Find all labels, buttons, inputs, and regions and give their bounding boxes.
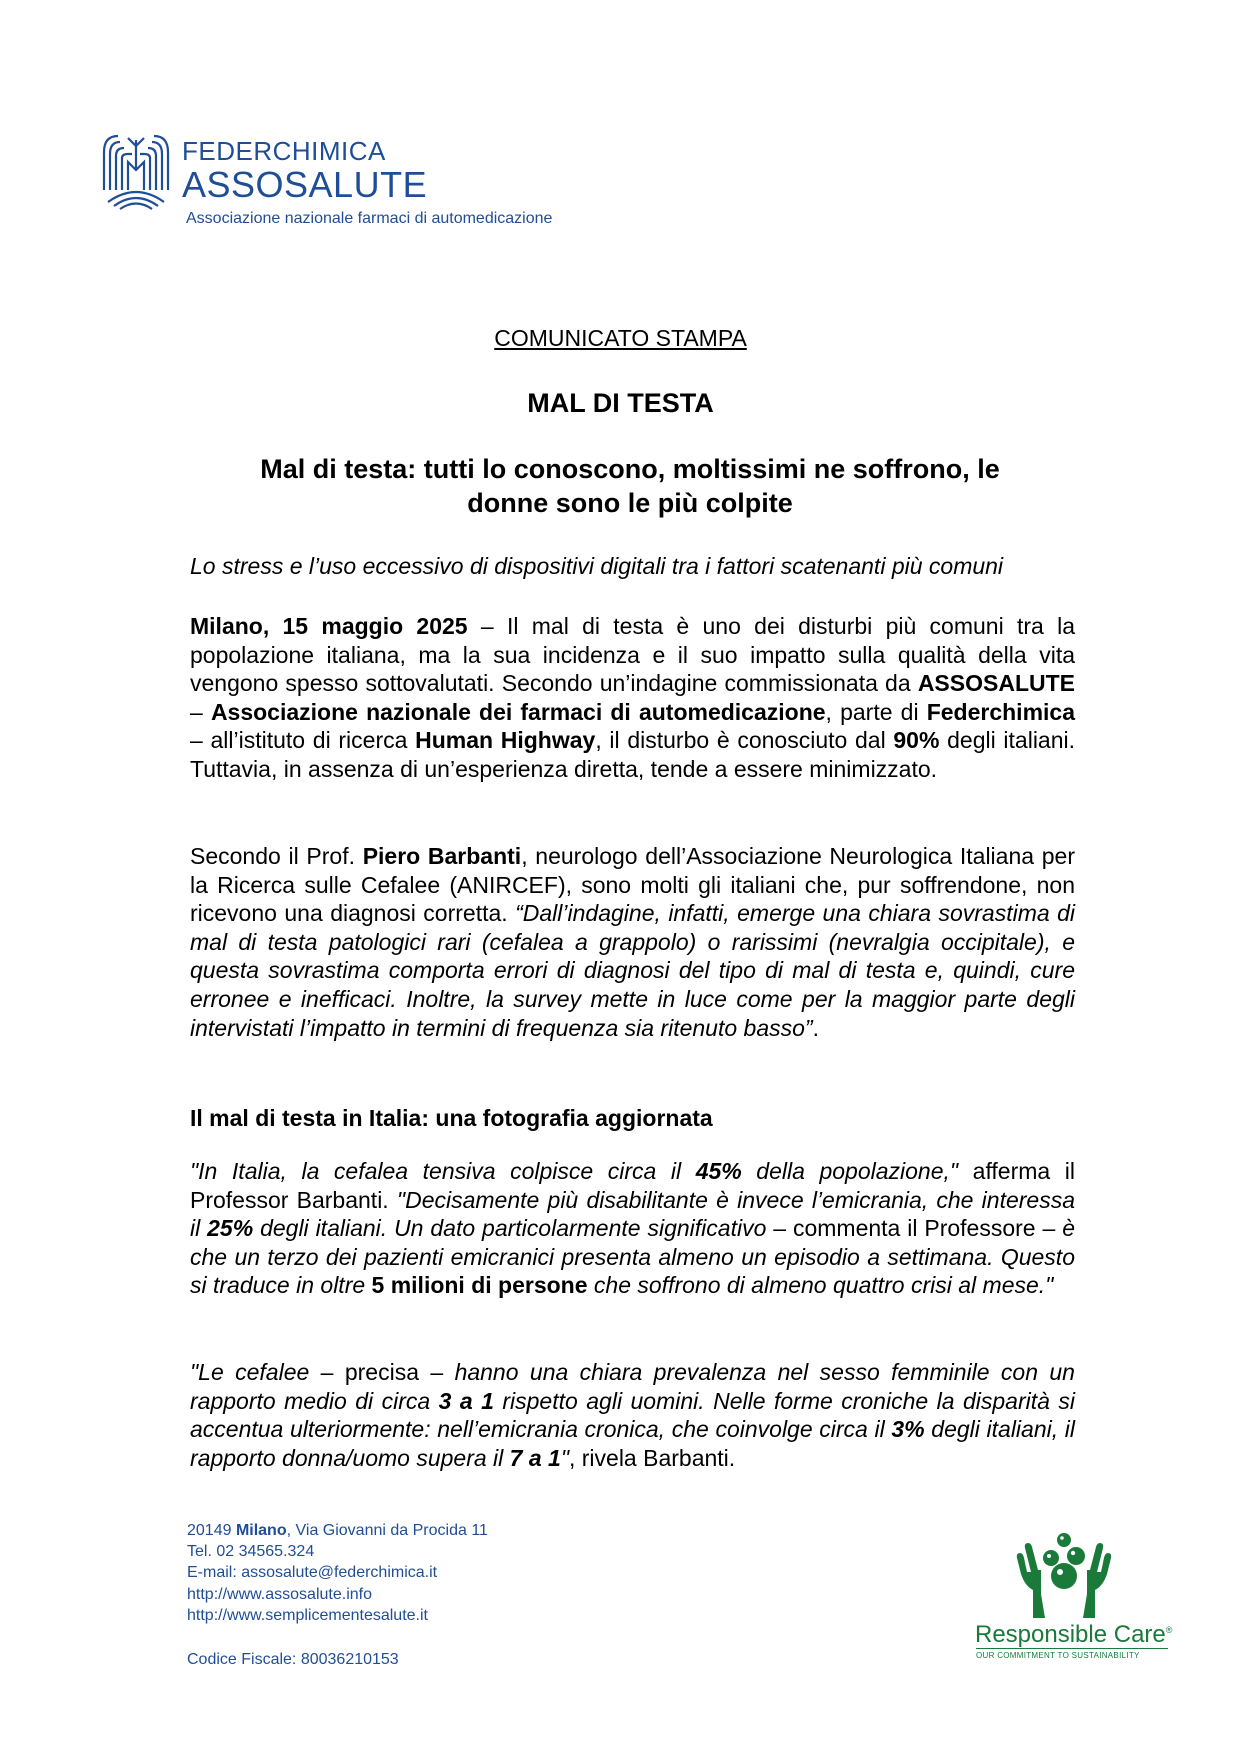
responsible-care-logo — [975, 1528, 1175, 1678]
footer-contact — [187, 1520, 488, 1670]
footer-web-link-1[interactable]: http://www.assosalute.info — [187, 1585, 372, 1603]
logo-assosalute: ASSOSALUTE — [182, 164, 428, 205]
quote-run: hanno una chiara prevalenza nel sesso femminile con un rapporto medio di circa — [190, 1359, 1075, 1414]
quote-run: "Le cefalee — [190, 1359, 310, 1385]
subtitle-line-2: donne sono le più colpite — [467, 488, 793, 518]
text-run: , parte di — [825, 698, 927, 725]
bold-quote-run: 45% — [695, 1158, 742, 1184]
quote-run: " — [560, 1444, 569, 1471]
text-run: afferma il Professor Barbanti. — [190, 1158, 1075, 1213]
quote-run: degli italiani. Un dato particolarmente significativo — [253, 1215, 767, 1242]
text-run: – — [190, 698, 211, 725]
footer-tel: Tel. 02 34565.324 — [187, 1543, 315, 1561]
responsible-care-name — [975, 1621, 1172, 1649]
text-run: , il disturbo è conosciuto dal — [595, 727, 894, 754]
document-title: MAL DI TESTA — [527, 388, 714, 418]
footer-email[interactable]: E-mail: assosalute@federchimica.it — [187, 1564, 438, 1582]
paragraph-2 — [190, 842, 1075, 1042]
dateline: Milano, 15 maggio 2025 — [190, 613, 468, 639]
section-heading: Il mal di testa in Italia: una fotografia aggiornata — [190, 1105, 713, 1131]
text-run: Secondo il Prof. — [190, 843, 363, 869]
rc-registered-mark: ® — [1165, 1625, 1173, 1635]
quote-run: che soffrono di almeno quattro crisi al mese." — [587, 1272, 1054, 1299]
bold-run: Associazione nazionale dei farmaci di automedicazione — [210, 698, 826, 725]
rc-name-text: Responsible Care — [975, 1621, 1166, 1648]
logo-tagline: Associazione nazionale farmaci di automedicazione — [186, 210, 553, 227]
bold-run: 90% — [893, 727, 940, 754]
bold-quote-run: 25% — [207, 1215, 254, 1242]
text-run: – Il mal di testa è uno dei disturbi più comuni tra la popolazione italiana, ma la sua incidenza e il suo impatto sulla qualità della vita vengono spesso sottovalutati. Secondo un’indagine commissionata da — [190, 613, 1075, 697]
bold-run: Human Highway — [415, 727, 596, 754]
text-run: – precisa – — [309, 1359, 455, 1385]
text-run: , rivela Barbanti. — [568, 1444, 736, 1471]
bold-quote-run: 3 a 1 — [438, 1387, 494, 1414]
document-subtitle — [220, 452, 1040, 520]
footer-zip: 20149 — [187, 1522, 236, 1539]
quote-run: degli italiani, il rapporto donna/uomo supera il — [190, 1416, 1075, 1471]
quote-run: rispetto agli uomini. Nelle forme croniche la disparità si accentua ulteriormente: nell’emicrania cronica, che coinvolge circa il — [190, 1387, 1075, 1443]
responsible-care-hands-icon — [975, 1528, 1175, 1620]
subtitle-line-1: Mal di testa: tutti lo conoscono, moltissimi ne soffrono, le — [260, 454, 1000, 484]
bold-run: ASSOSALUTE — [917, 670, 1075, 697]
quote-run: della popolazione," — [741, 1158, 959, 1184]
responsible-care-tagline: OUR COMMITMENT TO SUSTAINABILITY — [976, 1651, 1140, 1660]
logo-emblem-icon — [98, 130, 174, 210]
paragraph-1 — [190, 612, 1075, 784]
document-kicker: COMUNICATO STAMPA — [494, 325, 747, 351]
text-run: – all’istituto di ricerca — [190, 727, 416, 754]
logo-federchimica: FEDERCHIMICA — [182, 136, 386, 166]
paragraph-4 — [190, 1358, 1075, 1472]
bold-run: Federchimica — [926, 698, 1075, 725]
bold-run: 5 milioni di persone — [371, 1272, 588, 1299]
text-run: . — [812, 1014, 819, 1041]
text-run: degli italiani. Tuttavia, in assenza di un’esperienza diretta, tende a essere minimizzato. — [190, 727, 1076, 782]
bold-run: Piero Barbanti — [362, 843, 522, 869]
footer-web-link-2[interactable]: http://www.semplicementesalute.it — [187, 1606, 428, 1624]
footer-city: Milano — [235, 1522, 287, 1539]
quote-run: "Decisamente più disabilitante è invece l’emicrania, che interessa il — [190, 1186, 1075, 1242]
quote-run: "In Italia, la cefalea tensiva colpisce circa il — [190, 1158, 696, 1184]
footer-street: , Via Giovanni da Procida 11 — [286, 1522, 488, 1539]
paragraph-3 — [190, 1157, 1075, 1300]
text-run: , neurologo dell’Associazione Neurologica Italiana per la Ricerca sulle Cefalee (ANIRCEF), sono molti gli italiani che, pur soffrendone, non ricevono una diagnosi corretta. — [190, 843, 1075, 927]
quote-run: è che un terzo dei pazienti emicranici presenta almeno un episodio a settimana. Questo si traduce in oltre — [190, 1215, 1075, 1299]
quote-run: “Dall’indagine, infatti, emerge una chiara sovrastima di mal di testa patologici rari (cefalea a grappolo) o rarissimi (nevralgia occipitale), e questa sovrastima comporta errori di diagnosi del tipo di mal di testa e, quindi, cure erronee e inefficaci. Inoltre, la survey mette in luce come per la maggior parte degli intervistati l’impatto in termini di frequenza sia ritenuto basso” — [190, 900, 1075, 1041]
bold-quote-run: 3% — [891, 1416, 925, 1443]
bold-quote-run: 7 a 1 — [509, 1444, 561, 1471]
text-run: – commenta il Professore – — [766, 1215, 1063, 1242]
standfirst: Lo stress e l’uso eccessivo di dispositivi digitali tra i fattori scatenanti più comuni — [190, 553, 1004, 579]
footer-fiscal-code: Codice Fiscale: 80036210153 — [187, 1651, 399, 1669]
federchimica-assosalute-logo — [98, 130, 558, 230]
footer-address — [187, 1520, 488, 1541]
